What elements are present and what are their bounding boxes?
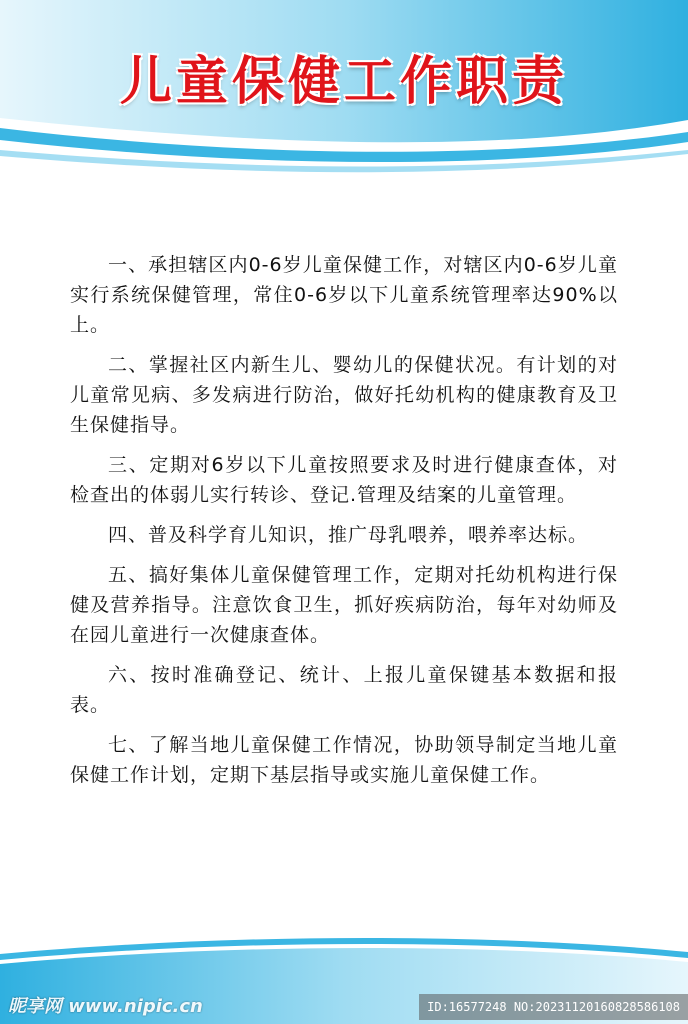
duties-list [70, 250, 618, 800]
watermark-logo: 昵享网 www.nipic.cn [8, 996, 203, 1017]
footer-banner [0, 924, 688, 1024]
duty-item-1: 一、承担辖区内0-6岁儿童保健工作，对辖区内0-6岁儿童实行系统保健管理，常住0-6岁以下儿童系统管理率达90%以上。 [70, 254, 618, 336]
watermark-id: ID:16577248 NO:20231120160828586108 [419, 994, 688, 1020]
page-title: 儿童保健工作职责 [119, 52, 568, 112]
duty-item-4: 四、普及科学育儿知识，推广母乳喂养，喂养率达标。 [108, 524, 589, 546]
duty-item-6: 六、按时准确登记、统计、上报儿童保键基本数据和报表。 [70, 664, 618, 716]
duty-item-2: 二、掌握社区内新生儿、婴幼儿的保健状况。有计划的对儿童常见病、多发病进行防治，做好托幼机构的健康教育及卫生保健指导。 [70, 354, 618, 436]
duty-item-7: 七、了解当地儿童保健工作情况，协助领导制定当地儿童保健工作计划，定期下基层指导或实施儿童保健工作。 [70, 734, 618, 786]
duty-item-5: 五、搞好集体儿童保健管理工作，定期对托幼机构进行保健及营养指导。注意饮食卫生，抓好疾病防治，每年对幼师及在园儿童进行一次健康查体。 [70, 564, 618, 646]
duty-item-3: 三、定期对6岁以下儿童按照要求及时进行健康查体，对检查出的体弱儿实行转诊、登记.管理及结案的儿童管理。 [70, 454, 618, 506]
header-banner [0, 0, 688, 175]
